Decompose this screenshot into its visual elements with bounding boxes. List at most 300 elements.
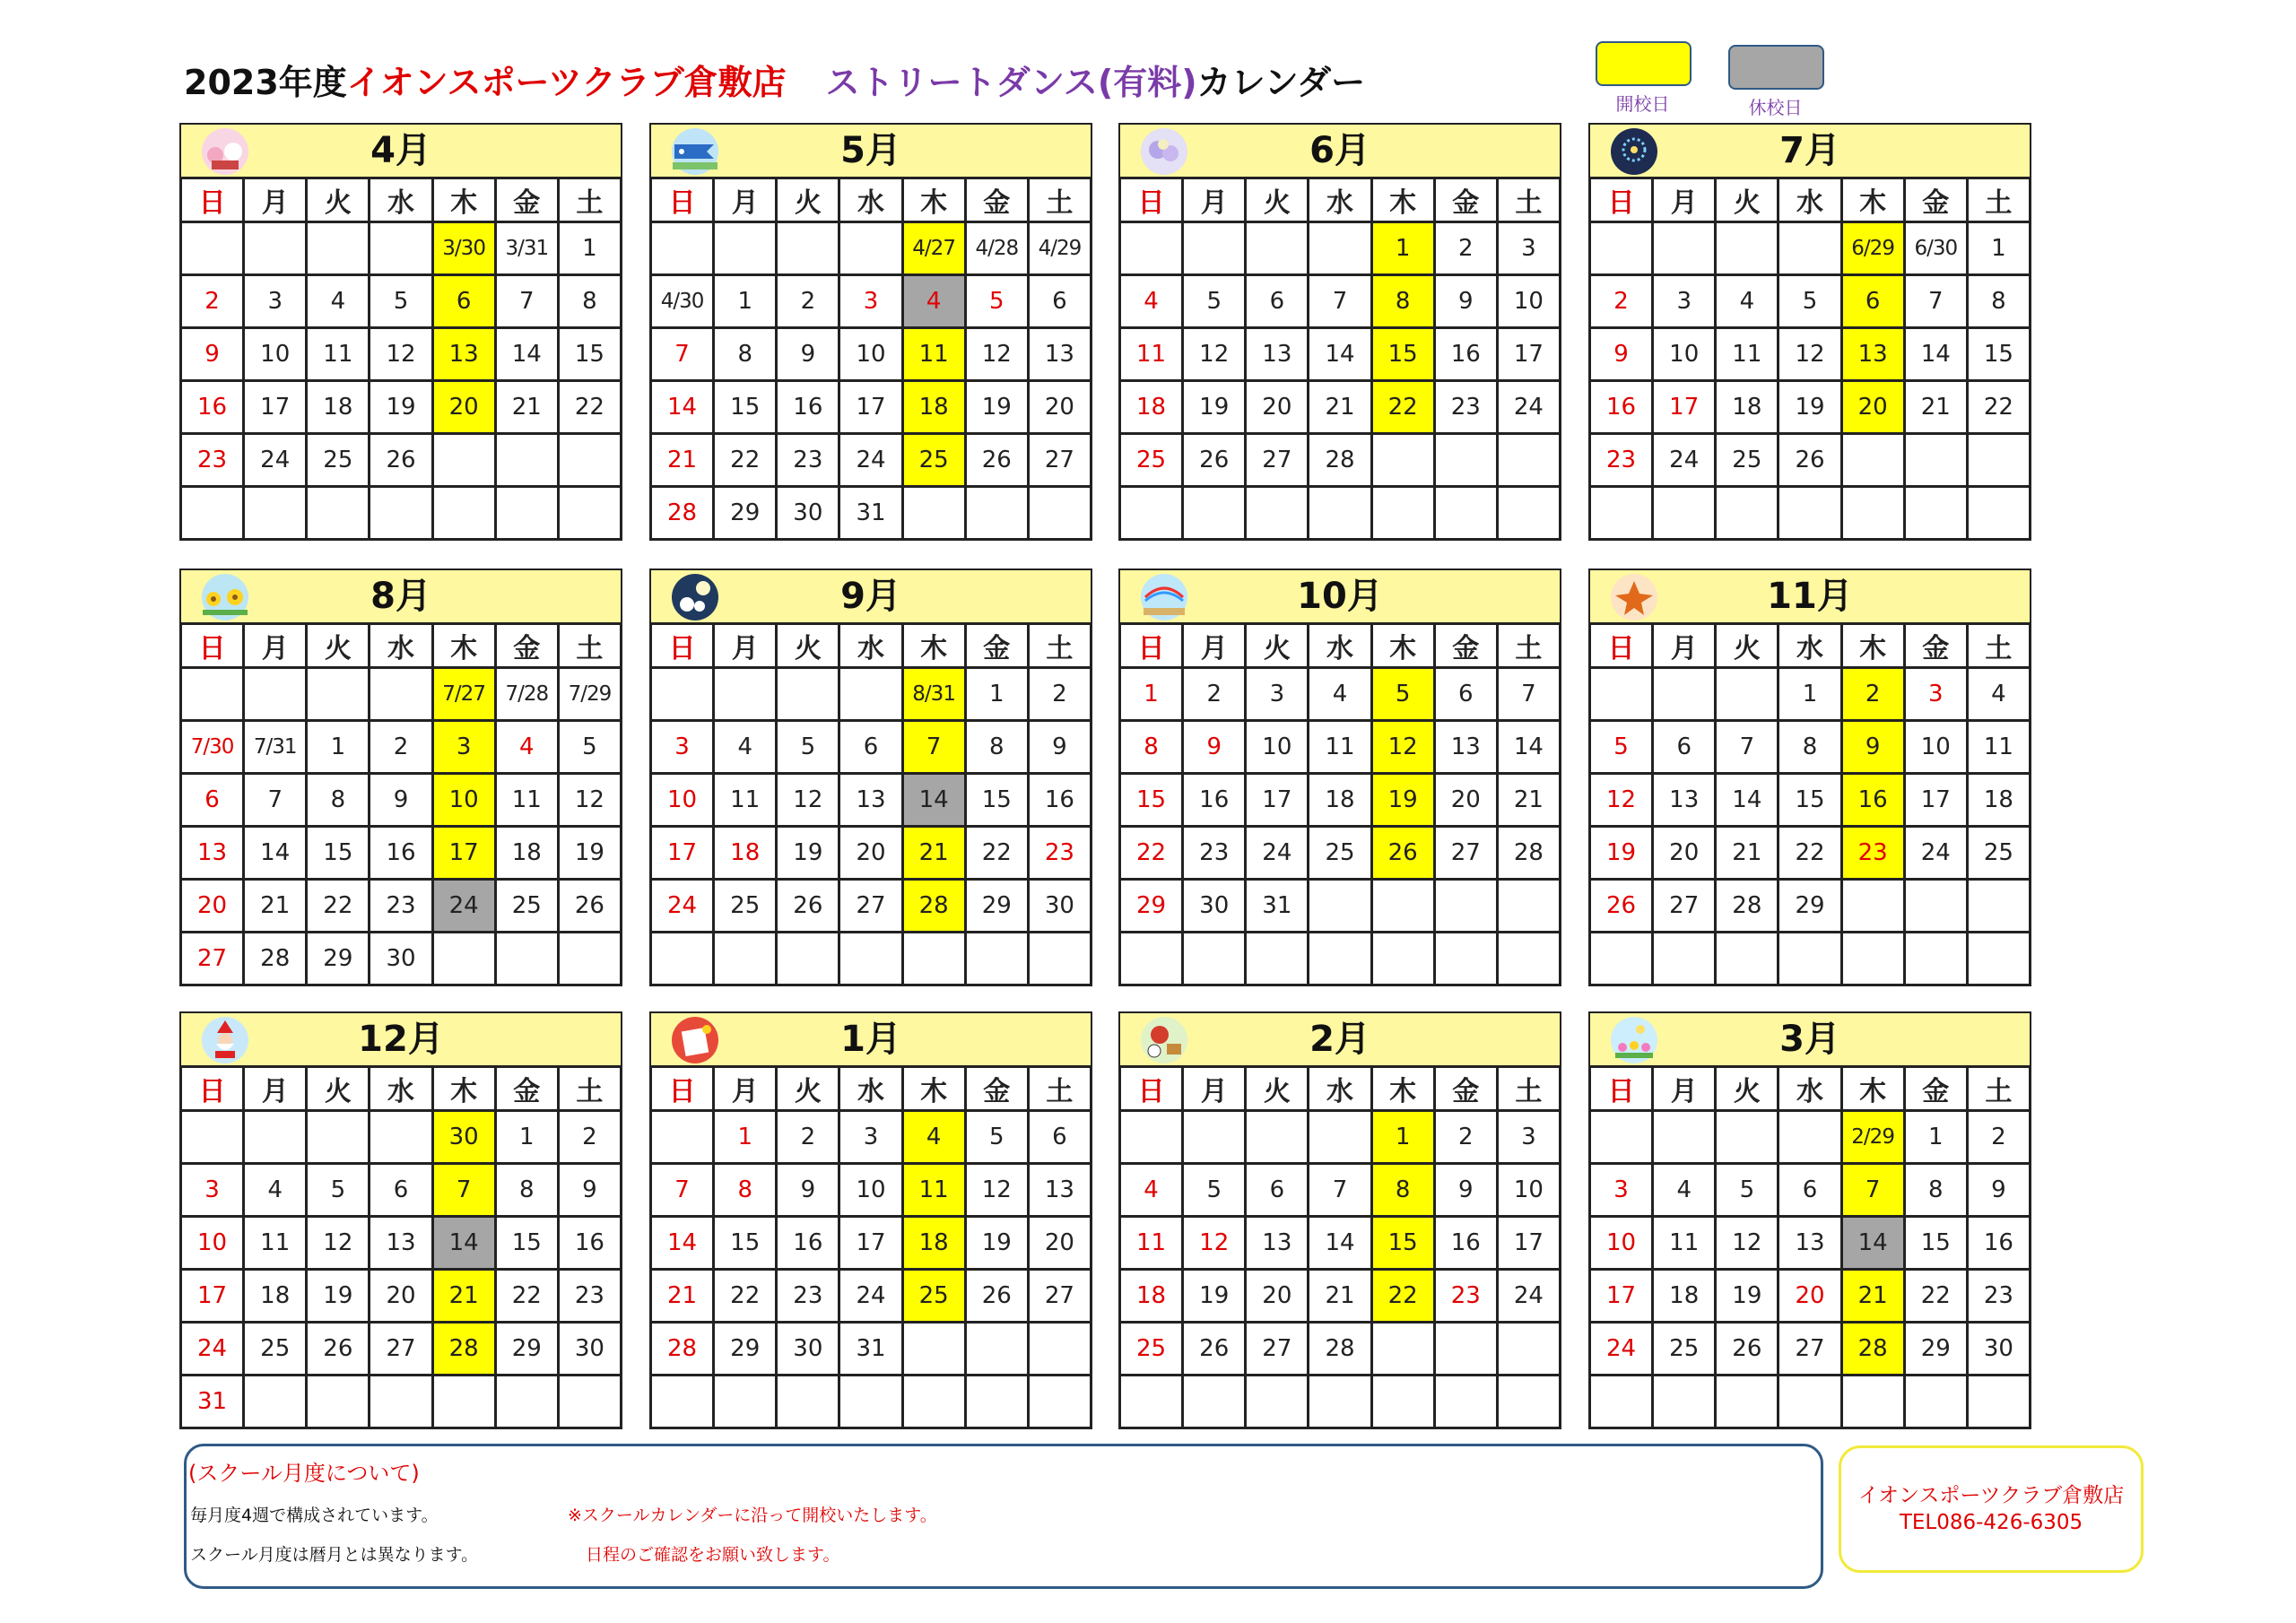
notes-line-1: 毎月度4週で構成されています。 [190, 1506, 439, 1525]
day-cell [1653, 1111, 1716, 1164]
contact-name: イオンスポーツクラブ倉敷店 [1857, 1484, 2125, 1507]
day-cell: 14 [1716, 774, 1779, 827]
weekday-header: 日 [651, 1067, 714, 1111]
weekday-header: 水 [1309, 178, 1371, 222]
day-cell: 2 [777, 1111, 839, 1164]
week-row [1120, 1323, 1561, 1376]
weekday-header: 金 [495, 624, 558, 668]
day-cell: 15 [1371, 1217, 1434, 1270]
month-header [649, 123, 1092, 178]
day-cell: 24 [244, 434, 307, 487]
weekday-header: 水 [839, 178, 902, 222]
day-cell [839, 1376, 902, 1428]
day-cell [307, 1111, 370, 1164]
day-cell: 25 [902, 434, 965, 487]
title-store: イオンスポーツクラブ倉敷店 [346, 62, 787, 102]
day-cell [1779, 487, 1841, 540]
legend-open-day [1596, 41, 1690, 116]
day-cell: 26 [965, 434, 1028, 487]
day-cell: 17 [1497, 1217, 1560, 1270]
day-cell [307, 668, 370, 721]
day-cell: 4 [307, 275, 370, 328]
day-cell: 15 [1967, 328, 2030, 381]
day-cell: 17 [181, 1270, 244, 1323]
day-cell: 7/27 [432, 668, 495, 721]
weekday-header: 月 [1183, 1067, 1246, 1111]
day-cell [432, 487, 495, 540]
weekday-header: 火 [307, 1067, 370, 1111]
day-cell [1779, 222, 1841, 275]
weekday-header: 水 [1309, 624, 1371, 668]
weekday-header: 金 [1904, 178, 1967, 222]
day-cell: 31 [1246, 880, 1309, 933]
day-cell: 15 [1904, 1217, 1967, 1270]
day-cell: 29 [495, 1323, 558, 1376]
day-cell: 11 [902, 1164, 965, 1217]
day-cell: 10 [181, 1217, 244, 1270]
contact-box [1839, 1445, 2144, 1573]
day-cell: 21 [1841, 1270, 1904, 1323]
month-calendar [1118, 1011, 1561, 1434]
day-cell: 19 [1371, 774, 1434, 827]
week-row [651, 1217, 1091, 1270]
day-cell: 2 [777, 275, 839, 328]
title-course: ストリートダンス(有料) [825, 62, 1197, 102]
day-cell: 22 [558, 381, 621, 434]
weekday-header: 月 [1653, 178, 1716, 222]
week-row [1120, 487, 1561, 540]
day-cell: 25 [244, 1323, 307, 1376]
day-cell: 16 [1028, 774, 1091, 827]
day-cell: 5 [1716, 1164, 1779, 1217]
day-cell: 20 [432, 381, 495, 434]
day-cell: 12 [558, 774, 621, 827]
day-cell: 7/29 [558, 668, 621, 721]
day-cell: 16 [1434, 1217, 1497, 1270]
day-cell: 18 [714, 827, 777, 880]
day-cell: 21 [1309, 381, 1371, 434]
day-cell: 1 [1371, 222, 1434, 275]
day-cell: 4/29 [1028, 222, 1091, 275]
day-cell: 27 [370, 1323, 432, 1376]
day-cell: 11 [1309, 721, 1371, 774]
weekday-header: 金 [1434, 178, 1497, 222]
month-header [1588, 1011, 2031, 1067]
day-cell: 16 [1183, 774, 1246, 827]
day-cell: 1 [1371, 1111, 1434, 1164]
weekday-header: 水 [370, 178, 432, 222]
day-cell: 25 [1716, 434, 1779, 487]
month-header [1118, 123, 1561, 178]
week-row [1120, 1217, 1561, 1270]
page-title [184, 52, 1365, 106]
day-cell [1028, 1323, 1091, 1376]
day-cell: 6 [1841, 275, 1904, 328]
day-cell [558, 434, 621, 487]
day-cell: 7 [244, 774, 307, 827]
weekday-header: 木 [1371, 1067, 1434, 1111]
day-cell [1653, 222, 1716, 275]
day-cell: 1 [1967, 222, 2030, 275]
day-cell [1904, 880, 1967, 933]
day-cell: 16 [777, 1217, 839, 1270]
day-cell [1246, 1376, 1309, 1428]
day-cell: 21 [1904, 381, 1967, 434]
day-cell: 2/29 [1841, 1111, 1904, 1164]
day-cell: 8 [1967, 275, 2030, 328]
week-row [1120, 933, 1561, 985]
day-cell: 28 [1497, 827, 1560, 880]
day-cell: 14 [651, 1217, 714, 1270]
day-cell: 4 [1120, 1164, 1183, 1217]
day-cell: 15 [965, 774, 1028, 827]
day-cell: 13 [181, 827, 244, 880]
weekday-header: 木 [1841, 1067, 1904, 1111]
week-row [1590, 933, 2031, 985]
day-cell: 2 [1183, 668, 1246, 721]
day-cell: 27 [181, 933, 244, 985]
day-cell [244, 668, 307, 721]
day-cell: 18 [307, 381, 370, 434]
day-cell: 3 [432, 721, 495, 774]
month-grid [649, 177, 1092, 541]
day-cell: 7/31 [244, 721, 307, 774]
day-cell: 12 [1590, 774, 1653, 827]
weekday-header: 火 [777, 178, 839, 222]
week-row [181, 880, 622, 933]
month-grid [649, 1065, 1092, 1429]
day-cell [244, 222, 307, 275]
day-cell: 4 [1967, 668, 2030, 721]
day-cell: 15 [307, 827, 370, 880]
day-cell [244, 487, 307, 540]
day-cell: 7 [902, 721, 965, 774]
day-cell: 13 [1434, 721, 1497, 774]
day-cell: 12 [370, 328, 432, 381]
day-cell: 22 [1120, 827, 1183, 880]
day-cell: 21 [432, 1270, 495, 1323]
weekday-header: 水 [1779, 178, 1841, 222]
day-cell: 11 [1120, 1217, 1183, 1270]
day-cell: 9 [558, 1164, 621, 1217]
month-grid [1118, 1065, 1561, 1429]
week-row [181, 1376, 622, 1428]
day-cell: 6 [181, 774, 244, 827]
day-cell: 8 [965, 721, 1028, 774]
day-cell: 14 [1309, 1217, 1371, 1270]
weekday-header: 月 [244, 624, 307, 668]
day-cell: 4 [902, 1111, 965, 1164]
month-calendar [1588, 568, 2031, 991]
day-cell: 3 [1590, 1164, 1653, 1217]
day-cell [244, 1111, 307, 1164]
day-cell: 11 [1120, 328, 1183, 381]
day-cell: 5 [1779, 275, 1841, 328]
legend-closed-swatch [1728, 45, 1824, 90]
weekday-header: 木 [1841, 178, 1904, 222]
day-cell [1967, 1376, 2030, 1428]
day-cell: 7 [651, 328, 714, 381]
day-cell: 5 [1183, 275, 1246, 328]
day-cell [1434, 933, 1497, 985]
day-cell: 28 [902, 880, 965, 933]
weekday-header: 金 [1434, 1067, 1497, 1111]
day-cell: 1 [714, 1111, 777, 1164]
day-cell: 25 [1967, 827, 2030, 880]
day-cell [307, 1376, 370, 1428]
weekday-header: 金 [965, 1067, 1028, 1111]
day-cell: 17 [1246, 774, 1309, 827]
day-cell [1371, 434, 1434, 487]
day-cell: 6 [1653, 721, 1716, 774]
month-header [179, 1011, 622, 1067]
day-cell: 23 [370, 880, 432, 933]
day-cell: 17 [244, 381, 307, 434]
day-cell: 11 [1967, 721, 2030, 774]
day-cell [1497, 933, 1560, 985]
day-cell: 1 [1779, 668, 1841, 721]
day-cell [1590, 222, 1653, 275]
day-cell: 8 [1779, 721, 1841, 774]
title-year: 2023年度 [184, 62, 347, 102]
month-grid [179, 1065, 622, 1429]
day-cell: 2 [1590, 275, 1653, 328]
month-calendar [649, 568, 1092, 991]
day-cell: 26 [1183, 434, 1246, 487]
day-cell: 29 [307, 933, 370, 985]
weekday-header: 火 [307, 178, 370, 222]
day-cell: 6 [1246, 1164, 1309, 1217]
day-cell: 4 [244, 1164, 307, 1217]
notes-line-3: ※スクールカレンダーに沿って開校いたします。 [568, 1506, 937, 1525]
week-row [1590, 328, 2031, 381]
weekday-header: 月 [714, 178, 777, 222]
day-cell: 22 [1371, 1270, 1434, 1323]
day-cell [1309, 1376, 1371, 1428]
day-cell [1841, 880, 1904, 933]
month-header [1118, 1011, 1561, 1067]
day-cell: 10 [1497, 275, 1560, 328]
day-cell: 28 [1841, 1323, 1904, 1376]
day-cell: 9 [181, 328, 244, 381]
day-cell: 3 [839, 275, 902, 328]
day-cell [1590, 933, 1653, 985]
day-cell: 23 [1434, 1270, 1497, 1323]
day-cell: 20 [1028, 1217, 1091, 1270]
day-cell: 31 [839, 487, 902, 540]
day-cell [370, 222, 432, 275]
day-cell: 18 [1716, 381, 1779, 434]
legend-closed-day [1728, 45, 1822, 119]
month-grid [649, 622, 1092, 986]
weekday-header: 木 [432, 178, 495, 222]
month-header [1588, 123, 2031, 178]
day-cell [1590, 487, 1653, 540]
day-cell: 5 [777, 721, 839, 774]
day-cell: 27 [1246, 1323, 1309, 1376]
weekday-header: 木 [432, 624, 495, 668]
month-grid [1588, 1065, 2031, 1429]
weekday-header: 土 [558, 624, 621, 668]
notes-box [184, 1444, 1823, 1589]
month-name: 7月 [1779, 130, 1840, 171]
weekday-header: 木 [902, 624, 965, 668]
day-cell: 25 [1120, 434, 1183, 487]
day-cell: 22 [965, 827, 1028, 880]
notes-heading: (スクール月度について) [188, 1461, 420, 1486]
day-cell: 24 [839, 1270, 902, 1323]
day-cell [1779, 1376, 1841, 1428]
day-cell [965, 487, 1028, 540]
week-row [181, 381, 622, 434]
day-cell [1371, 487, 1434, 540]
day-cell: 2 [1967, 1111, 2030, 1164]
day-cell: 13 [839, 774, 902, 827]
day-cell [839, 933, 902, 985]
week-row [1120, 434, 1561, 487]
day-cell [1183, 487, 1246, 540]
day-cell: 7/30 [181, 721, 244, 774]
weekday-header: 金 [965, 624, 1028, 668]
month-calendar [649, 123, 1092, 545]
day-cell [1120, 933, 1183, 985]
week-row [1120, 328, 1561, 381]
weekday-header: 木 [902, 1067, 965, 1111]
day-cell: 10 [1497, 1164, 1560, 1217]
day-cell [902, 1323, 965, 1376]
day-cell: 15 [714, 381, 777, 434]
week-row [181, 1323, 622, 1376]
week-row [651, 880, 1091, 933]
day-cell: 26 [965, 1270, 1028, 1323]
day-cell [181, 668, 244, 721]
day-cell: 31 [839, 1323, 902, 1376]
day-cell: 26 [777, 880, 839, 933]
day-cell: 12 [307, 1217, 370, 1270]
day-cell: 7 [651, 1164, 714, 1217]
day-cell: 18 [1653, 1270, 1716, 1323]
day-cell [370, 668, 432, 721]
day-cell: 19 [965, 381, 1028, 434]
day-cell: 12 [1183, 1217, 1246, 1270]
day-cell: 3 [181, 1164, 244, 1217]
day-cell: 28 [432, 1323, 495, 1376]
day-cell: 23 [1183, 827, 1246, 880]
day-cell: 14 [1309, 328, 1371, 381]
day-cell: 6 [1028, 1111, 1091, 1164]
month-name: 2月 [1309, 1019, 1370, 1060]
weekday-header: 木 [902, 178, 965, 222]
day-cell: 1 [1120, 668, 1183, 721]
day-cell: 15 [495, 1217, 558, 1270]
day-cell: 17 [839, 1217, 902, 1270]
weekday-header: 月 [1653, 624, 1716, 668]
weekday-header: 木 [1371, 178, 1434, 222]
weekday-header: 日 [181, 624, 244, 668]
weekday-header: 火 [1716, 1067, 1779, 1111]
day-cell: 15 [714, 1217, 777, 1270]
day-cell [495, 487, 558, 540]
day-cell: 28 [1309, 434, 1371, 487]
day-cell [651, 1376, 714, 1428]
day-cell: 1 [1904, 1111, 1967, 1164]
day-cell: 26 [1590, 880, 1653, 933]
day-cell: 20 [1246, 1270, 1309, 1323]
day-cell: 8 [1904, 1164, 1967, 1217]
day-cell [1590, 1111, 1653, 1164]
week-row [1120, 1111, 1561, 1164]
day-cell: 26 [1371, 827, 1434, 880]
month-calendar [649, 1011, 1092, 1434]
day-cell [1183, 933, 1246, 985]
day-cell: 21 [1497, 774, 1560, 827]
legend-closed-label: 休校日 [1748, 97, 1803, 118]
week-row [181, 1217, 622, 1270]
week-row [1120, 721, 1561, 774]
weekday-header: 日 [1590, 624, 1653, 668]
week-row [181, 1111, 622, 1164]
day-cell: 27 [1653, 880, 1716, 933]
day-cell: 9 [1841, 721, 1904, 774]
weekday-header: 金 [1434, 624, 1497, 668]
day-cell [714, 222, 777, 275]
day-cell: 22 [1371, 381, 1434, 434]
week-row [651, 933, 1091, 985]
day-cell: 10 [1590, 1217, 1653, 1270]
day-cell: 13 [1246, 1217, 1309, 1270]
day-cell: 23 [1590, 434, 1653, 487]
weekday-header: 土 [1028, 178, 1091, 222]
week-row [181, 222, 622, 275]
day-cell: 19 [370, 381, 432, 434]
week-row [1590, 1376, 2031, 1428]
day-cell [777, 933, 839, 985]
day-cell: 6/30 [1904, 222, 1967, 275]
day-cell: 7 [1497, 668, 1560, 721]
weekday-header: 月 [714, 1067, 777, 1111]
week-row [651, 381, 1091, 434]
weekday-header: 木 [1841, 624, 1904, 668]
day-cell [495, 1376, 558, 1428]
day-cell: 19 [1590, 827, 1653, 880]
day-cell [1653, 487, 1716, 540]
day-cell: 23 [1967, 1270, 2030, 1323]
day-cell: 27 [1028, 1270, 1091, 1323]
day-cell [1841, 434, 1904, 487]
day-cell: 27 [1028, 434, 1091, 487]
day-cell: 29 [714, 487, 777, 540]
day-cell [965, 1323, 1028, 1376]
day-cell: 22 [307, 880, 370, 933]
day-cell: 18 [495, 827, 558, 880]
day-cell [1028, 487, 1091, 540]
month-calendar [1118, 568, 1561, 991]
day-cell: 5 [965, 275, 1028, 328]
month-grid [1588, 622, 2031, 986]
day-cell [714, 668, 777, 721]
week-row [651, 827, 1091, 880]
day-cell: 9 [370, 774, 432, 827]
day-cell: 6 [432, 275, 495, 328]
day-cell: 24 [651, 880, 714, 933]
day-cell: 3/31 [495, 222, 558, 275]
day-cell [1434, 1376, 1497, 1428]
day-cell: 8 [1371, 1164, 1434, 1217]
weekday-header: 火 [1246, 1067, 1309, 1111]
day-cell [1120, 222, 1183, 275]
day-cell: 20 [370, 1270, 432, 1323]
day-cell: 12 [1183, 328, 1246, 381]
